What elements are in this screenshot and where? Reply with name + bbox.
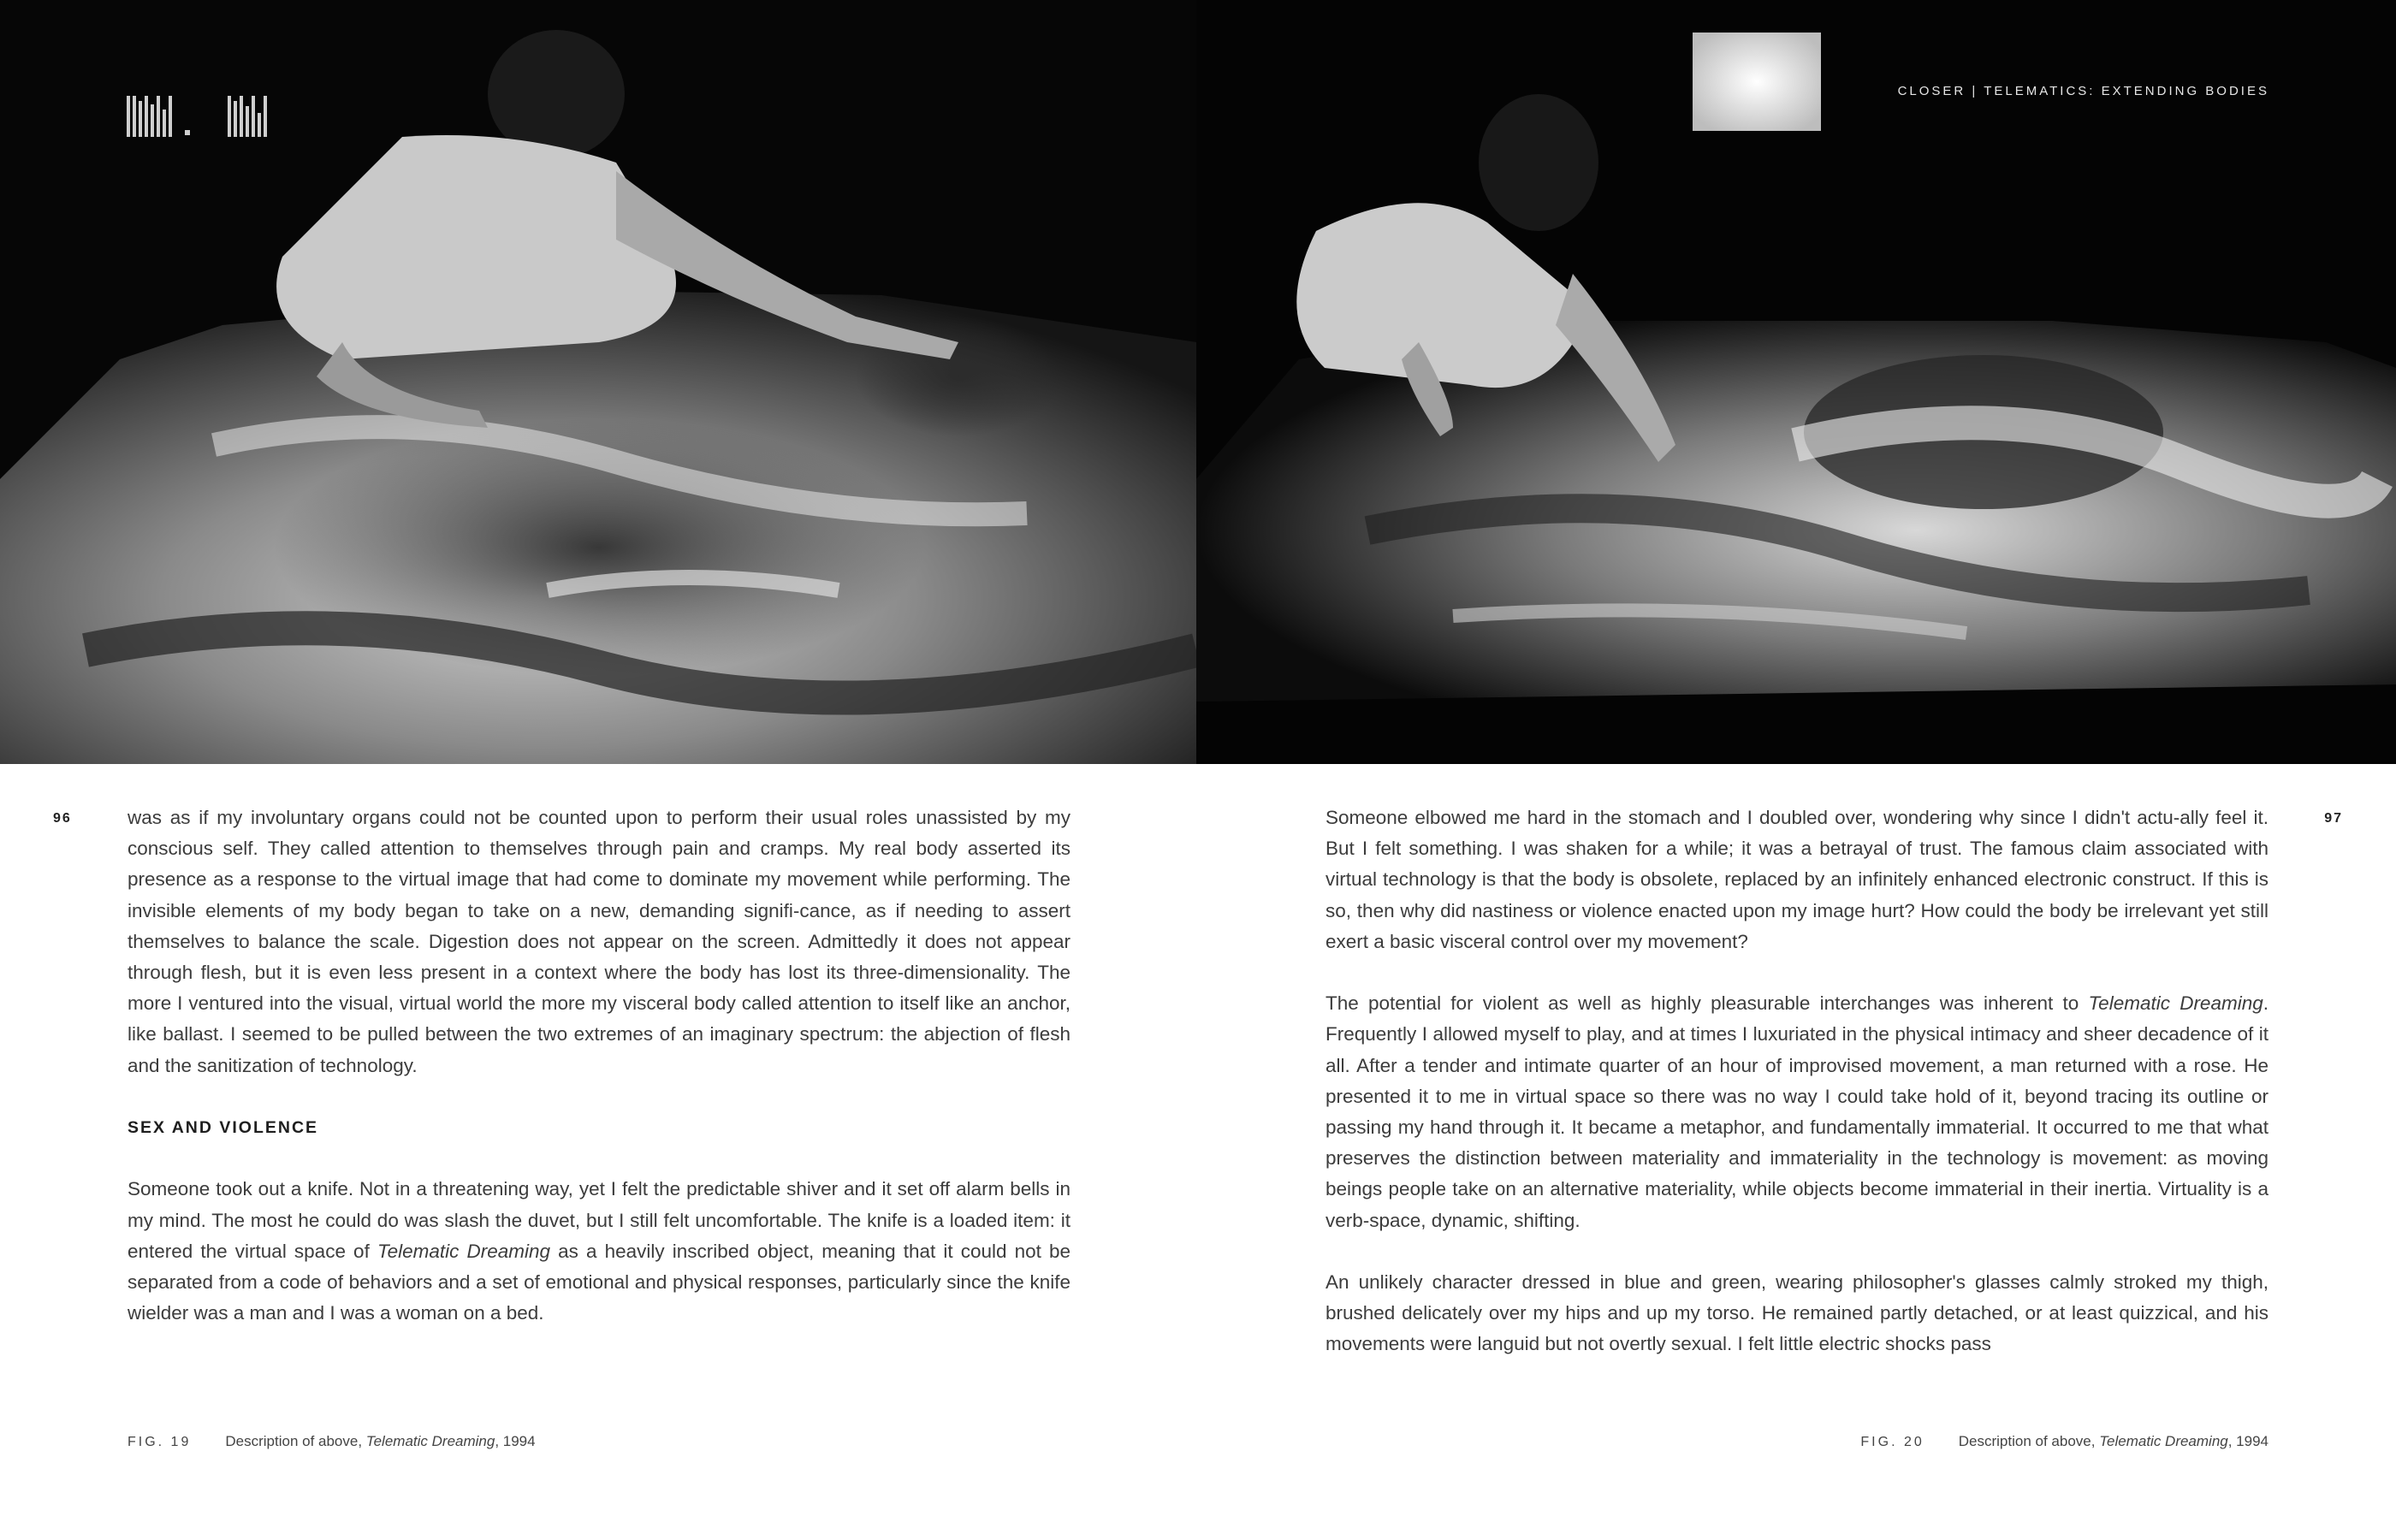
right-paragraph-2 [1326, 988, 2268, 1236]
right-text-column [1326, 803, 2268, 1360]
photo-right-drawing [1196, 0, 2396, 764]
page-number-left: 96 [53, 811, 72, 826]
logo-glyphs [127, 92, 272, 144]
caption-left-year: , 1994 [495, 1433, 536, 1449]
caption-left-title: Telematic Dreaming [365, 1433, 495, 1449]
caption-right [1860, 1433, 2268, 1450]
caption-right-text: Description of above, [1958, 1433, 2100, 1449]
left-paragraph-2 [128, 1174, 1070, 1329]
right-paragraph-1: Someone elbowed me hard in the stomach and I doubled over, wondering why since I didn't actu-ally feel it. But I felt something. I was shaken for a while; it was a betrayal of trust. The famous claim associated with virtual technology is that the body is obsolete, replaced by an infinitely enhanced electronic construct. If this is so, then why did nastiness or violence enacted upon my image hurt? How could the body be irrelevant yet still exert a basic visceral control over my movement? [1326, 807, 2268, 952]
photo-right-telematic-dreaming [1196, 0, 2396, 764]
left-paragraph-1: was as if my involuntary organs could not be counted upon to perform their usual roles unassisted by my conscious self. They called attention to themselves through pain and cramps. My real body asserted its presence as a response to the virtual image that had come to dominate my movement while performing. The invisible elements of my body began to take on a new, demanding signifi-cance, as if needing to assert themselves to balance the scale. Digestion does not appear on the screen. Admittedly it does not appear through flesh, but it is even less present in a context where the body has lost its three-dimensionality. The more I ventured into the visual, virtual world the more my visceral body called attention to itself like an anchor, like ballast. I seemed to be pulled between the two extremes of an imaginary spectrum: the abjection of flesh and the sanitization of technology. [128, 807, 1070, 1076]
caption-right-fig-number: FIG. 20 [1860, 1435, 1925, 1449]
left-paragraph-2-text-a: Someone took out a knife. Not in a threatening way, yet I felt the predictable shiver and it set off alarm bells in my mind. The most he could do was slash the duvet, but I still felt uncomfortable. The knife is a loaded item: it entered the virtual space of [128, 1178, 1070, 1262]
right-paragraph-2-text-a: The potential for violent as well as highly pleasurable interchanges was inherent to [1326, 992, 2089, 1015]
right-paragraph-2-title: Telematic Dreaming [2088, 992, 2263, 1015]
caption-left [128, 1433, 536, 1450]
left-text-column [128, 803, 1070, 1329]
page-number-right: 97 [2324, 811, 2343, 826]
caption-left-text: Description of above, [225, 1433, 366, 1449]
right-paragraph-2-text-b: . Frequently I allowed myself to play, and at times I luxuriated in the physical intimacy and sheer decadence of it all. After a tender and intimate quarter of an hour of improvised movement, a man returned with a rose. He presented it to me in virtual space so there was no way I could take hold of it, beyond tracing its outline or passing my hand through it. It became a metaphor, and fundamentally immaterial. It occurred to me that what preserves the distinction between materiality and immateriality in the technology is movement: as moving beings people take on an alternative materiality, while objects become immaterial in their inertia. Virtuality is a verb-space, dynamic, shifting. [1326, 992, 2268, 1231]
right-paragraph-3: An unlikely character dressed in blue and green, wearing philosopher's glasses calmly stroked my thigh, brushed delicately over my hips and up my torso. He remained partly detached, or at least quizzical, and his movements were languid but not overtly sexual. I felt little electric shocks pass [1326, 1271, 2268, 1355]
section-heading: SEX AND VIOLENCE [128, 1118, 319, 1138]
publication-logo-mark [127, 92, 272, 144]
running-head: CLOSER | TELEMATICS: EXTENDING BODIES [1897, 84, 2269, 98]
caption-right-year: , 1994 [2227, 1433, 2268, 1449]
left-paragraph-2-title: Telematic Dreaming [377, 1240, 551, 1262]
left-paragraph-2-text-b: as a heavily inscribed object, meaning that it could not be separated from a code of behaviors and a set of emotional and physical responses, particularly since the knife wielder was a man and I was a woman on a bed. [128, 1240, 1071, 1324]
caption-right-title: Telematic Dreaming [2099, 1433, 2228, 1449]
caption-left-fig-number: FIG. 19 [128, 1435, 192, 1449]
